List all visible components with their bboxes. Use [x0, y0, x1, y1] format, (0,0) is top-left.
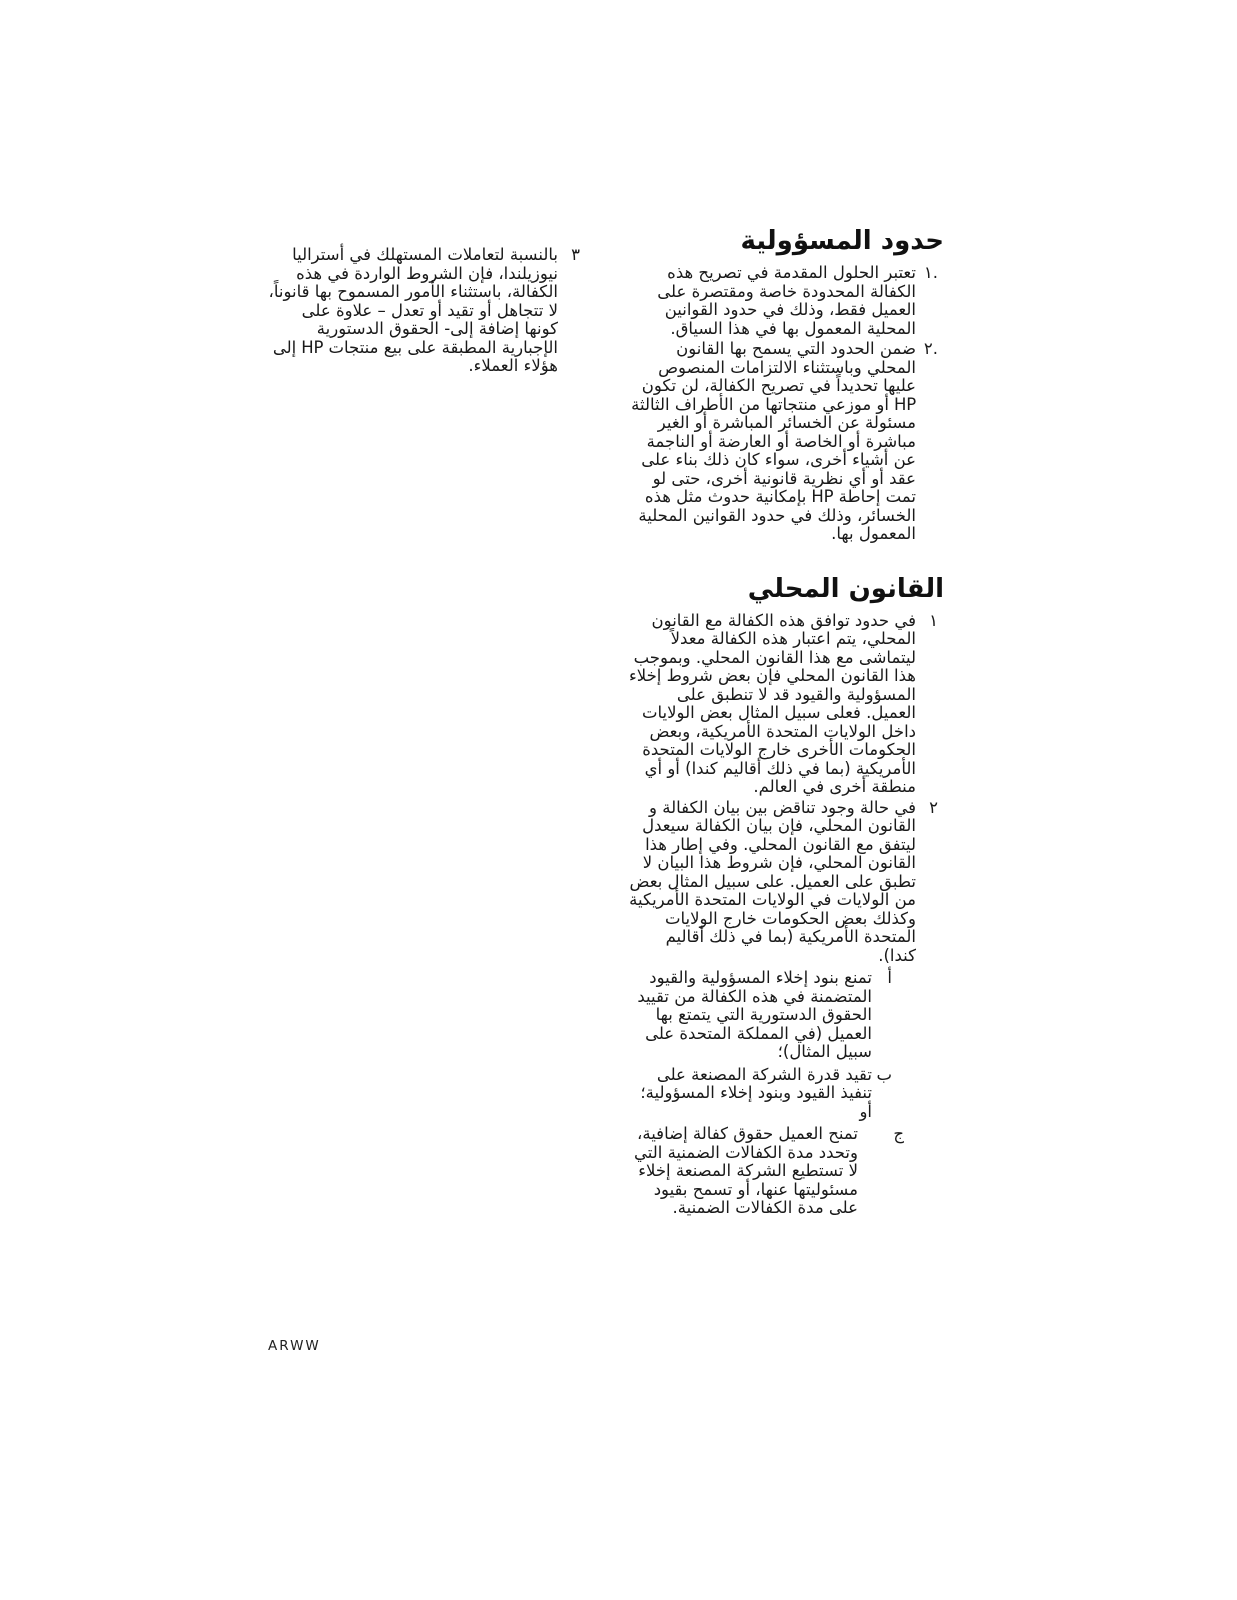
item-text: ضمن الحدود التي يسمح بها القانون المحلي وباستثناء الالتزامات المنصوص عليها تحديداً في تصريح الكفالة، لن تكون HP أو موزعي منتجاتها من الأطراف الثالثة مسئولة عن الخسائر المباشرة أو الغير مباشرة أو الخاصة أو العارضة أو الناجمة عن أشياء أخرى، سواء كان ذلك بناء على عقد أو أي نظرية قانونية أخرى، حتى لو تمت إحاطة HP بإمكانية حدوث مثل هذه الخسائر، وذلك في حدود القوانين المحلية المعمول بها. — [631, 339, 916, 543]
item-number: ٢ — [929, 797, 938, 817]
item-text: في حدود توافق هذه الكفالة مع القانون المحلي، يتم اعتبار هذه الكفالة معدلاً ليتماشى مع هذا القانون المحلي. وبموجب هذا القانون المحلي فإن بعض شروط إخلاء المسؤولية والقيود قد لا تنطبق على العميل. فعلى سبيل المثال بعض الولايات داخل الولايات المتحدة الأمريكية، وبعض الحكومات الأخرى خارج الولايات المتحدة الأمريكية (بما في ذلك أقاليم كندا) أو أي منطقة أخرى في العالم. — [629, 610, 916, 796]
item-number: .٢ — [923, 339, 938, 358]
sub-item-letter: ج — [893, 1124, 904, 1143]
local-law-heading: القانون المحلي — [747, 573, 944, 604]
sub-item-text: تمنع بنود إخلاء المسؤولية والقيود المتضمنة في هذه الكفالة من تقييد الحقوق الدستورية التي يتمتع بها العميل (في المملكة المتحدة على سبيل المثال)؛ — [637, 968, 872, 1061]
item-number: ٣ — [571, 245, 580, 264]
limitations-heading: حدود المسؤولية — [740, 226, 944, 256]
limitations-list — [628, 264, 944, 544]
page-footer-code: ARWW — [268, 1338, 321, 1354]
item-number: ١ — [929, 610, 938, 630]
sub-list-item — [628, 1124, 904, 1218]
continued-list — [268, 246, 586, 376]
sub-item-text: تمنح العميل حقوق كفالة إضافية، وتحدد مدة الكفالات الضمنية التي لا تستطيع الشركة المصنعة إخلاء مسئوليتها عنها، أو تسمح بقيود على مدة الكفالات الضمنية. — [634, 1124, 858, 1217]
list-item — [628, 340, 944, 544]
sub-item-letter: ب — [876, 1064, 892, 1084]
item-text: في حالة وجود تناقض بين بيان الكفالة و القانون المحلي، فإن بيان الكفالة سيعدل ليتفق مع القانون المحلي. وفي إطار هذا القانون المحلي، فإن شروط هذا البيان لا تطبق على العميل. على سبيل المثال بعض من الولايات في الولايات المتحدة الأمريكية وكذلك بعض الحكومات خارج الولايات المتحدة الأمريكية (بما في ذلك أقاليم كندا). — [629, 797, 916, 965]
sub-list — [628, 969, 916, 1218]
list-item — [268, 246, 586, 376]
local-law-section — [628, 574, 944, 1218]
sub-list-item — [628, 969, 894, 1062]
limitations-section — [628, 226, 944, 544]
list-item — [628, 799, 944, 1218]
sub-list-item — [628, 1066, 894, 1122]
list-item — [628, 612, 944, 797]
left-column — [268, 246, 586, 378]
sub-item-letter: أ — [887, 968, 892, 987]
item-text: بالنسبة لتعاملات المستهلك في أستراليا نيوزيلندا، فإن الشروط الواردة في هذه الكفالة، باستثناء الأمور المسموح بها قانوناً، لا تتجاهل أو تقيد أو تعدل – علاوة على كونها إضافة إلى- الحقوق الدستورية الإجبارية المطبقة على بيع منتجات HP إلى هؤلاء العملاء. — [268, 245, 558, 375]
right-column — [628, 226, 944, 1222]
item-text: تعتبر الحلول المقدمة في تصريح هذه الكفالة المحدودة خاصة ومقتصرة على العميل فقط، وذلك في حدود القوانين المحلية المعمول بها في هذا السياق. — [657, 263, 916, 338]
item-number: .١ — [923, 263, 938, 282]
list-item — [628, 264, 944, 338]
local-law-list — [628, 612, 944, 1218]
sub-item-text: تقيد قدرة الشركة المصنعة على تنفيذ القيود وبنود إخلاء المسؤولية؛أو — [640, 1064, 872, 1121]
